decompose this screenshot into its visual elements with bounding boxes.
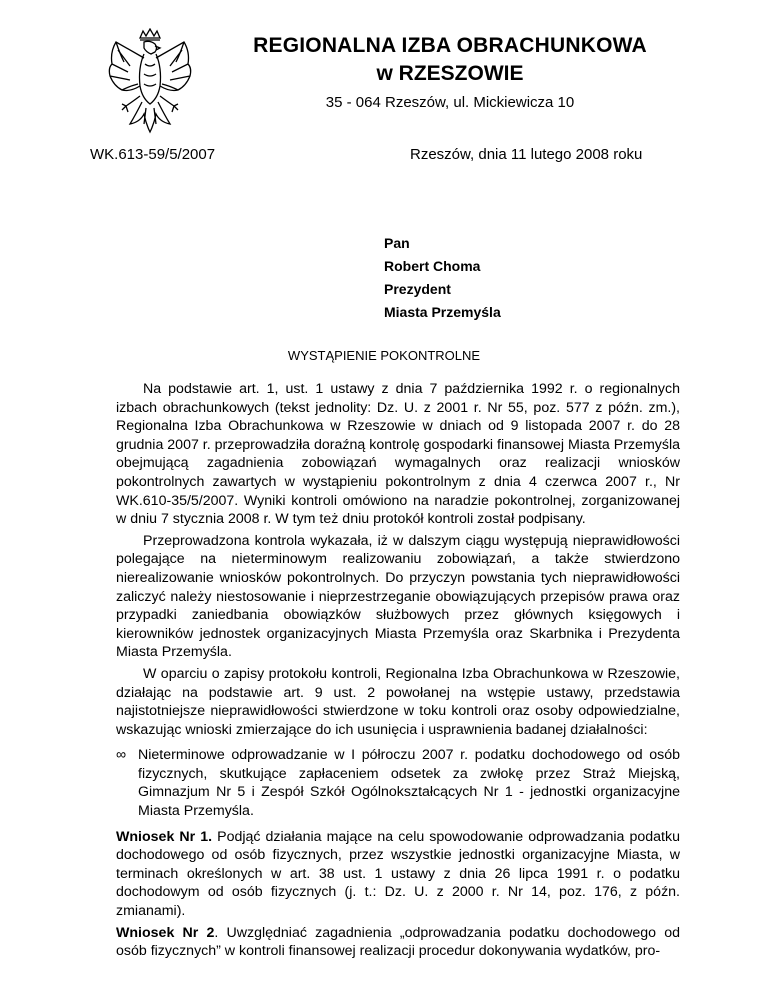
paragraph-3: W oparciu o zapisy protokołu kontroli, Regionalna Izba Obrachunkowa w Rzeszowie, działając na podstawie art. 9 ust. 2 powołanej na wstępie ustawy, przedstawia najistotniejsze nieprawidłowości stwierdzone w toku kontroli oraz osoby odpowiedzialne, wskazując wnioski zmierzające do ich usunięcia i usprawnienia badanej działalności:	[116, 665, 680, 738]
document-subject: WYSTĄPIENIE POKONTROLNE	[287, 348, 481, 363]
recommendation-1-text: Podjąć działania mające na celu spowodowanie odprowadzania podatku dochodowego od osób fizycznych, przez wszystkie jednostki organizacyjne Miasta, w terminach określonych w art. 38 ust. 1 ustawy z dnia 26 lipca 1991 r. o podatku dochodowym od osób fizycznych (j. t.: Dz. U. z 2000 r. Nr 14, poz. 176, z późn. zmianami).	[116, 828, 680, 920]
finding-text: Nieterminowe odprowadzanie w I półroczu 2007 r. podatku dochodowego od osób fizycznych, skutkujące zapłaceniem odsetek za zwłokę przez Straż Miejską, Gimnazjum Nr 5 i Zespół Szkół Ogólnokształcących Nr 1 - jednostki organizacyjne Miasta Przemyśla.	[138, 747, 680, 820]
addressee-title: Prezydent	[384, 281, 451, 297]
document-date: Rzeszów, dnia 11 lutego 2008 roku	[410, 146, 643, 163]
organization-address: 35 - 064 Rzeszów, ul. Mickiewicza 10	[325, 94, 575, 111]
addressee-institution: Miasta Przemyśla	[384, 304, 501, 320]
finding-bullet	[116, 746, 680, 820]
document-body	[116, 380, 680, 961]
organization-city: w RZESZOWIE	[376, 62, 524, 85]
bullet-symbol: ∞	[116, 747, 127, 764]
recommendation-1	[116, 828, 680, 921]
recommendation-2-label: Wniosek Nr 2	[116, 924, 215, 941]
addressee-name: Robert Choma	[384, 258, 481, 274]
recommendation-2-text: . Uwzględniać zagadnienia „odprowadzania podatku dochodowego od osób fizycznych” w kontroli finansowej realizacji procedur dokonywania wydatków, pro-	[116, 924, 680, 960]
paragraph-1: Na podstawie art. 1, ust. 1 ustawy z dnia 7 października 1992 r. o regionalnych izbach obrachunkowych (tekst jednolity: Dz. U. z 2001 r. Nr 55, poz. 577 z późn. zm.), Regionalna Izba Obrachunkowa w Rzeszowie w dniach od 9 listopada 2007 r. do 28 grudnia 2007 r. przeprowadziła doraźną kontrolę gospodarki finansowej Miasta Przemyśla obejmującą zagadnienia zobowiązań wymagalnych oraz realizacji wniosków pokontrolnych zawartych w wystąpieniu pokontrolnym z dnia 4 czerwca 2007 r., Nr WK.610-35/5/2007. Wyniki kontroli omówiono na naradzie pokontrolnej, zorganizowanej w dniu 7 stycznia 2008 r. W tym też dniu protokół kontroli został podpisany.	[116, 381, 680, 528]
recommendation-1-label: Wniosek Nr 1.	[116, 828, 213, 845]
recommendation-2	[116, 924, 680, 961]
addressee-salutation: Pan	[384, 235, 410, 251]
addressee-block	[384, 232, 501, 324]
reference-number: WK.613-59/5/2007	[90, 146, 216, 163]
organization-name: REGIONALNA IZBA OBRACHUNKOWA	[253, 34, 647, 57]
paragraph-2: Przeprowadzona kontrola wykazała, iż w dalszym ciągu występują nieprawidłowości polegające na nieterminowym realizowaniu zobowiązań, a także stwierdzono nierealizowanie wniosków pokontrolnych. Do przyczyn powstania tych nieprawidłowości zaliczyć należy niestosowanie i nieprzestrzeganie obowiązujących przepisów prawa oraz przypadki zaniedbania obowiązków służbowych przez głównych księgowych i kierowników jednostek organizacyjnych Miasta Przemyśla oraz Skarbnika i Prezydenta Miasta Przemyśla.	[116, 532, 680, 661]
